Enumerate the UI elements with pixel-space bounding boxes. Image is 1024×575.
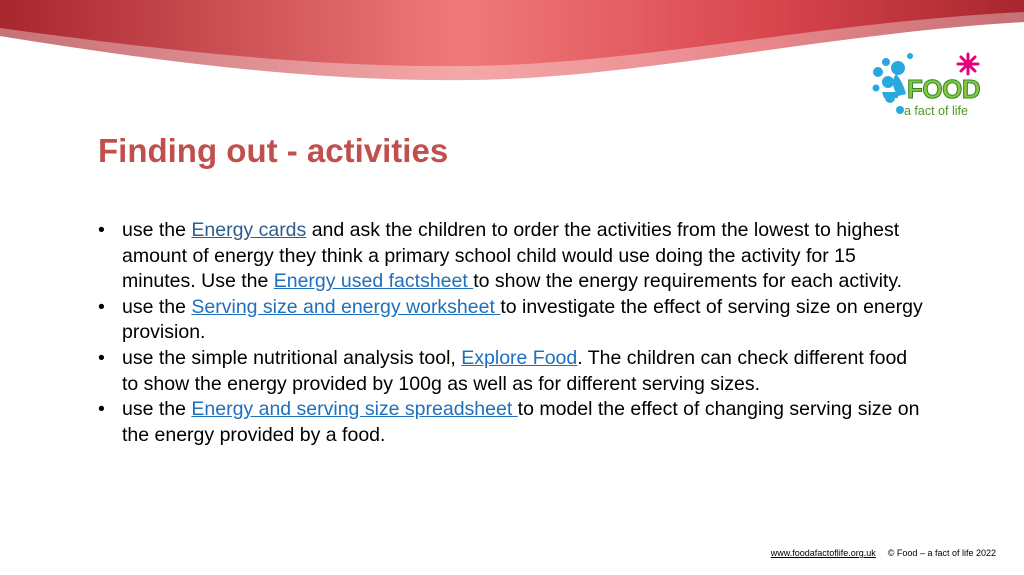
energy-spreadsheet-link[interactable]: Energy and serving size spreadsheet (191, 398, 518, 421)
list-item (98, 346, 928, 397)
item-text: . The children can check different food to show the energy provided by 100g as well as for different serving sizes. (122, 346, 908, 395)
list-item (98, 295, 928, 346)
energy-cards-link[interactable]: Energy cards (191, 219, 307, 241)
footer-website-link[interactable]: www.foodafactoflife.org.uk (770, 548, 876, 558)
food-a-fact-of-life-logo (868, 48, 990, 132)
bullet-dot: • (98, 398, 105, 421)
logo-wordmark: FOOD (907, 74, 981, 104)
item-text: use the (122, 295, 192, 318)
bullet-dot: • (98, 346, 105, 369)
logo-tagline: a fact of life (904, 104, 968, 118)
serving-size-worksheet-link[interactable]: Serving size and energy worksheet (191, 295, 501, 318)
item-text: use the simple nutritional analysis tool, (122, 346, 462, 369)
item-text: use the (122, 398, 192, 421)
item-text: to investigate the effect of serving size on energy provision. (122, 295, 923, 344)
list-item (98, 218, 928, 295)
item-text: to model the effect of changing serving size on the energy provided by a food. (122, 398, 920, 446)
item-text: and ask the children to order the activities from the lowest to highest amount of energy they think a primary school child would use doing the activity for 15 minutes. Use the (122, 219, 900, 293)
footer-copyright: © Food – a fact of life 2022 (887, 548, 996, 558)
slide-title: Finding out - activities (98, 132, 449, 169)
item-text: to show the energy requirements for each activity. (473, 270, 903, 293)
energy-used-factsheet-link[interactable]: Energy used factsheet (273, 270, 474, 293)
item-text: use the (122, 219, 192, 241)
list-item (98, 397, 928, 448)
bullet-dot: • (98, 219, 105, 241)
explore-food-link[interactable]: Explore Food (461, 346, 578, 369)
bullet-dot: • (98, 295, 105, 318)
footer (771, 548, 996, 558)
activity-list (98, 218, 928, 448)
